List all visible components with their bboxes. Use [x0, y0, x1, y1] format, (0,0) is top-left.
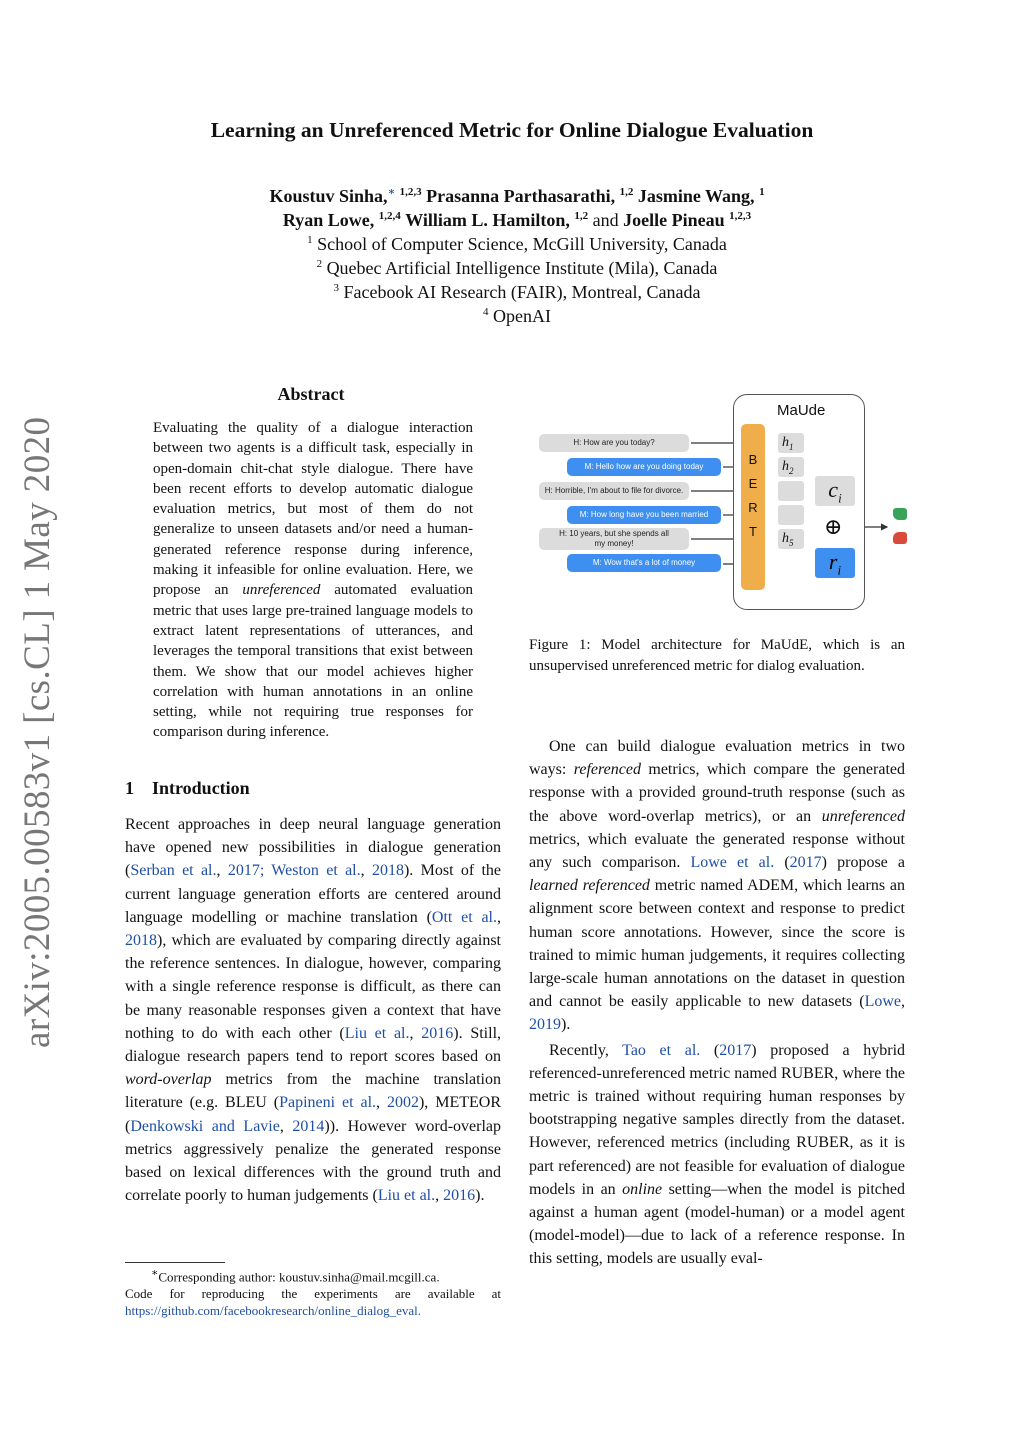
hidden-state-h5: $h_5$ [778, 529, 804, 549]
footnote-text: Code for reproducing the experiments are available at [125, 1286, 501, 1302]
citation-link[interactable]: Tao et al. [622, 1041, 701, 1059]
author-name: Jasmine Wang, [637, 186, 755, 206]
dialogue-human-message: H: How are you today? [539, 434, 689, 452]
citation-link[interactable]: Ott et al. [431, 908, 497, 926]
footnote-mark: ∗ [151, 1267, 159, 1279]
affiliation [0, 300, 1024, 328]
section-heading [125, 778, 268, 799]
arxiv-identifier: arXiv:2005.00583v1 [cs.CL] 1 May 2020 [17, 416, 58, 1048]
affiliation-text: Facebook AI Research (FAIR), Montreal, Canada [343, 282, 701, 302]
citation-link[interactable]: Lowe et al. [690, 854, 775, 872]
author-name: Ryan Lowe, [282, 210, 375, 230]
bert-letter: B [748, 452, 758, 467]
abstract-emphasis: unreferenced [242, 582, 321, 599]
author-affil: 1,2,3 [729, 210, 752, 222]
citation-link[interactable]: Lowe [864, 993, 901, 1011]
footnote-rule [125, 1262, 225, 1263]
abstract-body [153, 418, 473, 743]
abstract-text: automated evaluation metric that uses large pre-trained language models to extract latent representations of utterances, and leverages the temporal transitions that exist between them. We show that our model achieves higher correlation with human annotations in an online setting, while not requiring true responses for comparison during inference. [153, 582, 474, 741]
dialogue-human-message: H: 10 years, but she spends all my money! [539, 528, 689, 550]
hidden-state [778, 505, 804, 525]
bert-letter: R [748, 500, 758, 515]
citation-link[interactable]: Denkowski and Lavie [130, 1117, 280, 1135]
citation-link[interactable]: 2002 [386, 1094, 419, 1112]
citation-link[interactable]: 2018 [125, 932, 157, 950]
bert-letter: E [748, 476, 758, 491]
maude-label: MaUde [777, 402, 826, 419]
citation-link[interactable]: 2016 [443, 1187, 476, 1205]
affiliation-number: 2 [316, 258, 323, 270]
author-affil: 1,2,4 [378, 210, 401, 222]
footnote-mark[interactable]: ∗ [387, 186, 396, 198]
author-affil: 1,2,3 [399, 186, 422, 198]
author-name: William L. Hamilton, [405, 210, 570, 230]
bert-letter: T [749, 524, 757, 539]
affiliation-number: 3 [333, 282, 339, 294]
section-number: 1 [125, 778, 134, 798]
hidden-state-h2: $h_2$ [778, 457, 804, 477]
citation-link[interactable]: 2016 [421, 1024, 454, 1042]
citation-link[interactable]: 2017 [789, 854, 822, 872]
citation-link[interactable]: Serban et al. [130, 862, 217, 880]
abstract-heading: Abstract [277, 384, 345, 404]
affiliation-number: 4 [483, 306, 489, 318]
figure-maude-architecture [535, 392, 915, 612]
footnote [125, 1265, 501, 1319]
citation-link[interactable]: 2017 [719, 1041, 752, 1059]
bert-encoder [741, 424, 765, 590]
thumbs-up-icon [893, 508, 907, 520]
thumbs-down-icon [893, 532, 907, 544]
section-title: Introduction [152, 778, 250, 798]
context-vector: $c_i$ [815, 476, 855, 506]
author-name: Prasanna Parthasarathi, [426, 186, 616, 206]
author-name: Koustuv Sinha, [269, 186, 388, 206]
dialogue-human-message: H: Horrible, I'm about to file for divorce. [539, 482, 689, 500]
citation-link[interactable]: 2014 [292, 1117, 325, 1135]
author-affil: 1,2 [619, 186, 634, 198]
author-name: Joelle Pineau [623, 210, 725, 230]
paragraph: Recently, Tao et al. (2017) proposed a hybrid referenced-unreferenced metric named RUBER, where the metric is trained without requiring human responses by bootstrapping negative samples directly from the dataset. However, referenced metrics (including RUBER, as it is part referenced) are not feasible for evaluation of dialogue models in an online setting—when the model is pitched against a human agent (model-human) or a model agent (model-model)—due to lack of a reference response. In this setting, models are usually eval- [529, 1041, 906, 1268]
footnote-text: Corresponding author: koustuv.sinha@mail.mcgill.ca. [158, 1269, 440, 1285]
citation-link[interactable]: Papineni et al. [279, 1094, 377, 1112]
right-column-body [529, 735, 905, 1271]
citation-link[interactable]: 2017; Weston et al. [227, 862, 361, 880]
author-affil: 1 [759, 186, 765, 198]
code-url-link[interactable]: https://github.com/facebookresearch/online_dialog_eval. [125, 1303, 422, 1319]
affiliation-text: School of Computer Science, McGill University, Canada [317, 234, 727, 254]
paragraph: One can build dialogue evaluation metrics in two ways: referenced metrics, which compare the generated response with a provided ground-truth response (such as the above word-overlap metrics), or an unreferenced metrics, which evaluate the generated response without any such comparison. Lowe et al. (2017) propose a learned referenced metric named ADEM, which learns an alignment score between context and response to predict human score annotations. However, since the score is trained to mimic human judgements, it requires collecting large-scale human annotations on the dataset in question and cannot be easily applicable to new datasets (Lowe, 2019). [529, 738, 906, 1034]
dialogue-model-message: M: Wow that's a lot of money [567, 554, 721, 572]
affiliation-text: OpenAI [493, 306, 551, 326]
dialogue-model-message: M: How long have you been married [567, 506, 721, 524]
citation-link[interactable]: 2019 [529, 1016, 561, 1034]
citation-link[interactable]: 2018 [371, 862, 404, 880]
intro-paragraph: Recent approaches in deep neural language generation have opened new possibilities in dialogue generation (Serban et al., 2017; Weston et al., 2018). Most of the current language generation efforts are centered around language modelling or machine translation (Ott et al., 2018), which are evaluated by comparing directly against the reference sentences. In dialogue, however, comparing with a single reference response is difficult, as there can be many reasonable responses given a context that have nothing to do with each other (Liu et al., 2016). Still, dialogue research papers tend to report scores based on word-overlap metrics from the machine translation literature (e.g. BLEU (Papineni et al., 2002), METEOR (Denkowski and Lavie, 2014)). However word-overlap metrics aggressively penalize the generated response based on lexical differences with the ground truth and correlate poorly to human judgements (Liu et al., 2016). [125, 816, 502, 1205]
citation-link[interactable]: Liu et al. [377, 1187, 436, 1205]
abstract-text: Evaluating the quality of a dialogue interaction between two agents is a difficult task, especially in open-domain chit-chat style dialogue. There have been recent efforts to develop automatic dialogue evaluation metrics, but most of them do not generalize to unseen datasets and/or need a human-generated reference response during inference, making it infeasible for online evaluation. Here, we propose an [153, 420, 473, 599]
figure-caption: Figure 1: Model architecture for MaUdE, which is an unsupervised unreferenced metric for dialog evaluation. [529, 637, 905, 674]
affiliation-text: Quebec Artificial Intelligence Institute (Mila), Canada [326, 258, 718, 278]
author-affil: 1,2 [574, 210, 589, 222]
citation-link[interactable]: Liu et al. [344, 1024, 410, 1042]
combine-operator: ⊕ [824, 514, 843, 539]
hidden-state-h1: $h_1$ [778, 433, 804, 453]
hidden-state [778, 481, 804, 501]
response-vector: $r_i$ [815, 548, 855, 578]
author-conjunction: and [592, 210, 619, 230]
paper-title: Learning an Unreferenced Metric for Online Dialogue Evaluation [210, 118, 814, 142]
dialogue-model-message: M: Hello how are you doing today [567, 458, 721, 476]
affiliation-number: 1 [307, 234, 313, 246]
